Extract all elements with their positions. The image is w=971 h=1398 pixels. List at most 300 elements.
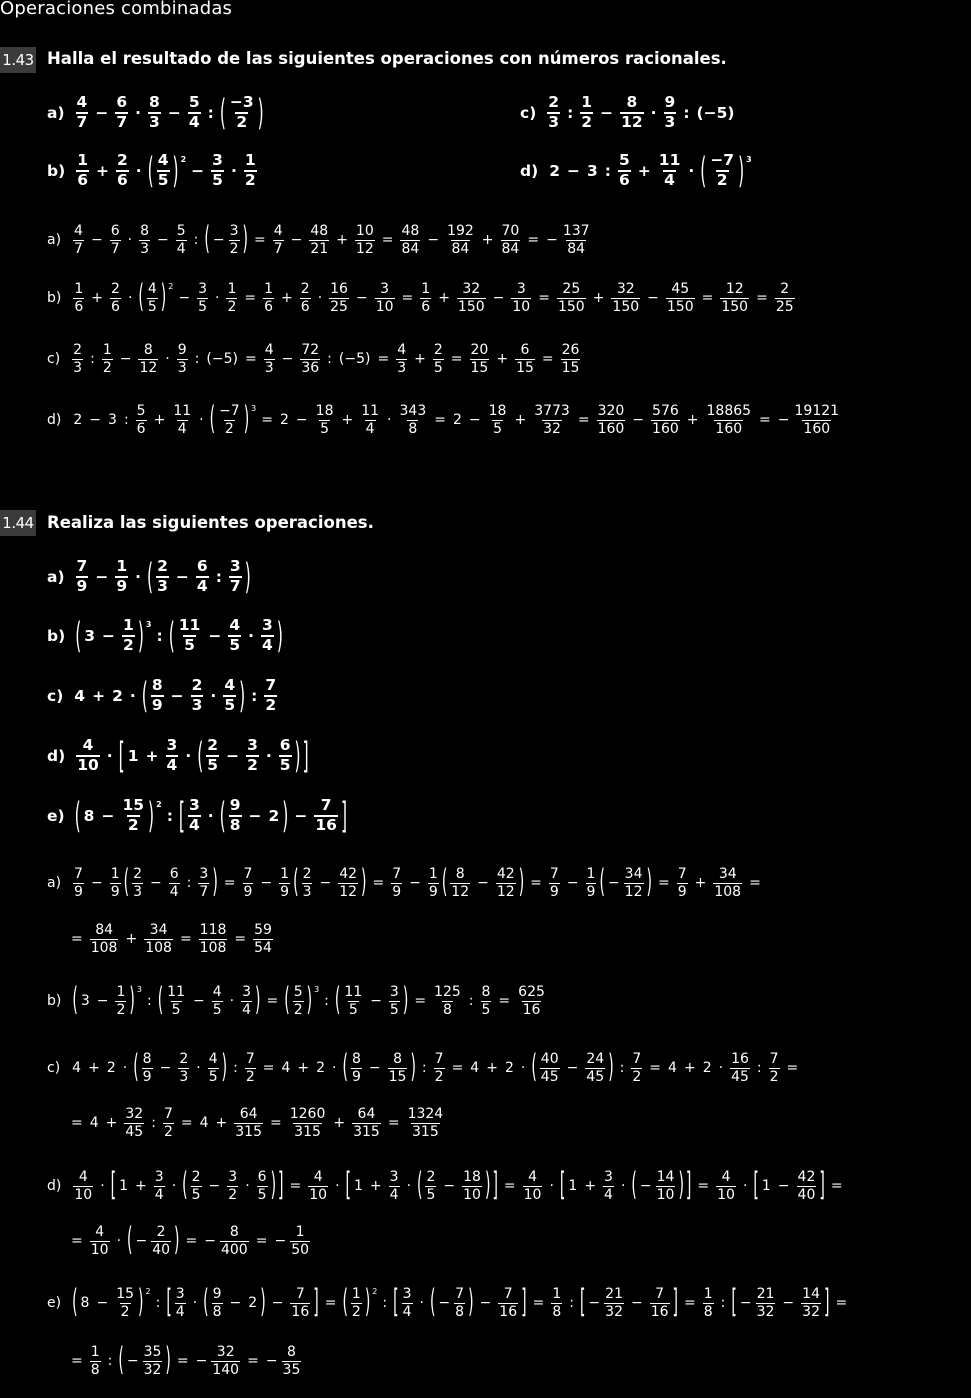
fraction [407, 1106, 445, 1139]
operator: + [481, 232, 494, 248]
fraction [227, 1169, 238, 1202]
numerator: 1 [102, 342, 112, 359]
term: − [265, 1353, 278, 1369]
denominator: 21 [310, 240, 329, 257]
term: − [639, 1178, 652, 1194]
bracket: ) [148, 795, 155, 837]
item-label: c) [47, 351, 61, 367]
solution-1-44-d-line2 [66, 1219, 312, 1263]
term: 4 [470, 1060, 480, 1076]
bracket: ( [197, 735, 204, 777]
denominator: 6 [111, 298, 120, 315]
operator: = [786, 1060, 799, 1076]
fraction [115, 1286, 135, 1319]
numerator: 4 [147, 281, 157, 298]
operator: : [215, 568, 222, 586]
fraction [352, 1106, 381, 1139]
denominator: 32 [802, 1303, 820, 1320]
fraction [651, 403, 680, 436]
item-label: b) [47, 162, 66, 180]
operator: : [251, 687, 258, 705]
denominator: 15 [561, 359, 580, 376]
denominator: 140 [212, 1361, 240, 1378]
operator: = [71, 1233, 83, 1249]
denominator: 8 [408, 420, 418, 437]
numerator: 2 [133, 866, 143, 883]
denominator: 45 [731, 1068, 749, 1085]
item-label: d) [47, 1178, 62, 1194]
numerator: 7 [455, 1286, 465, 1303]
fraction [90, 1344, 101, 1377]
operator: = [541, 351, 554, 367]
numerator: 3 [262, 616, 273, 635]
operator: − [191, 162, 205, 180]
denominator: 10 [309, 1186, 328, 1203]
operator: − [355, 290, 368, 306]
fraction [562, 223, 591, 256]
operator: − [248, 807, 262, 825]
denominator: 7 [199, 883, 209, 900]
numerator: 4 [264, 342, 274, 359]
operator: : [151, 1115, 156, 1131]
bracket: ) [738, 150, 745, 192]
operator: = [176, 1353, 189, 1369]
bracket: ) [294, 735, 301, 777]
operator: + [92, 687, 106, 705]
fraction [496, 866, 516, 899]
numerator: 9 [229, 796, 241, 815]
operator: + [369, 1178, 382, 1194]
numerator: 2 [157, 557, 168, 576]
denominator: 315 [412, 1123, 439, 1140]
fraction [434, 1051, 445, 1084]
denominator: 15 [388, 1068, 407, 1085]
numerator: 15 [116, 1286, 135, 1303]
numerator: 1 [428, 866, 438, 883]
operator: · [122, 1060, 128, 1076]
numerator: 32 [616, 281, 635, 298]
operator: − [119, 351, 132, 367]
denominator: 5 [157, 171, 169, 189]
fraction [666, 281, 695, 314]
numerator: 8 [149, 93, 160, 112]
fraction [229, 223, 240, 256]
operator: · [419, 1295, 424, 1311]
operator: − [600, 104, 614, 122]
fraction [90, 922, 119, 955]
operator: : [186, 875, 192, 891]
numerator: 32 [216, 1344, 235, 1361]
numerator: 18 [315, 403, 334, 420]
numerator: 15 [122, 796, 145, 815]
term: 2 [248, 1295, 258, 1311]
denominator: 9 [280, 883, 290, 900]
denominator: 2 [632, 1068, 642, 1085]
numerator: −3 [229, 93, 254, 112]
bracket: ) [174, 1222, 180, 1260]
fraction [73, 223, 84, 256]
term: 8 [83, 807, 95, 825]
numerator: 1 [110, 866, 120, 883]
denominator: 3 [157, 577, 168, 595]
numerator: 576 [652, 403, 679, 420]
denominator: 5 [224, 696, 236, 714]
operator: = [701, 290, 714, 306]
numerator: 6 [279, 736, 291, 755]
numerator: 2 [302, 866, 312, 883]
denominator: 5 [198, 298, 207, 315]
denominator: 2 [351, 1303, 361, 1320]
operator: : [324, 993, 329, 1009]
operator: · [196, 1060, 201, 1076]
operator: − [192, 993, 205, 1009]
denominator: 8 [703, 1303, 713, 1320]
operator: = [377, 351, 390, 367]
operator: : [193, 232, 199, 248]
operator: : [166, 807, 173, 825]
fraction [709, 152, 735, 190]
solution-1-43-b [47, 276, 797, 320]
fraction [73, 866, 84, 899]
denominator: 10 [717, 1186, 735, 1203]
numerator: 11 [344, 984, 363, 1001]
exponent: 3 [314, 984, 320, 994]
fraction [329, 281, 349, 314]
operator: = [414, 993, 427, 1009]
numerator: 4 [208, 1051, 218, 1068]
operator: = [684, 1295, 696, 1311]
denominator: 5 [171, 1001, 181, 1018]
bracket: ( [599, 864, 605, 902]
fraction [163, 1106, 174, 1139]
fraction [76, 94, 89, 132]
denominator: 10 [523, 1186, 542, 1203]
fraction [261, 617, 274, 655]
denominator: 315 [235, 1123, 262, 1140]
denominator: 2 [244, 171, 256, 189]
operator: · [387, 412, 392, 428]
operator: = [434, 412, 446, 428]
denominator: 8 [90, 1361, 100, 1378]
denominator: 5 [279, 756, 291, 774]
fraction [433, 984, 462, 1017]
numerator: 3 [389, 984, 399, 1001]
fraction [388, 1051, 408, 1084]
denominator: 5 [426, 1186, 436, 1203]
fraction [801, 1286, 821, 1319]
denominator: 4 [188, 816, 200, 834]
numerator: 10 [355, 223, 374, 240]
denominator: 4 [166, 756, 178, 774]
fraction [212, 984, 223, 1017]
exercise-1-44-c [47, 673, 279, 719]
denominator: 2 [123, 636, 134, 654]
fraction [756, 1286, 776, 1319]
fraction [549, 866, 560, 899]
exponent: 2 [180, 154, 187, 164]
bracket: ( [182, 1167, 188, 1205]
solution-1-44-c-line2 [66, 1101, 446, 1145]
fraction [90, 1224, 110, 1257]
bracket: ( [141, 675, 148, 717]
operator: = [179, 931, 192, 947]
numerator: 1 [116, 984, 126, 1001]
fraction [102, 342, 113, 375]
fraction [223, 677, 236, 715]
term: − [274, 1233, 287, 1249]
fraction [228, 617, 241, 655]
operator: : [327, 351, 332, 367]
denominator: 10 [375, 298, 394, 315]
bracket: [ [393, 1284, 399, 1322]
operator: − [95, 104, 109, 122]
numerator: 3 [166, 736, 178, 755]
bracket: ( [700, 150, 707, 192]
numerator: 20 [470, 342, 489, 359]
denominator: 9 [677, 883, 687, 900]
numerator: 5 [618, 151, 630, 170]
numerator: 21 [756, 1286, 775, 1303]
fraction [540, 1051, 560, 1084]
denominator: 6 [618, 171, 630, 189]
bracket: ] [278, 1167, 284, 1205]
bracket: ( [219, 92, 226, 134]
fraction [72, 342, 83, 375]
numerator: 1 [77, 151, 88, 170]
exponent: 2 [372, 1286, 378, 1296]
operator: : [155, 1295, 161, 1311]
bracket: ( [293, 864, 299, 902]
numerator: 6 [196, 557, 208, 576]
numerator: 6 [116, 93, 128, 112]
denominator: 7 [116, 113, 128, 131]
operator: = [255, 1233, 268, 1249]
numerator: 2 [73, 342, 83, 359]
denominator: 10 [90, 1241, 109, 1258]
operator: · [116, 1233, 122, 1249]
denominator: 2 [116, 1001, 126, 1018]
denominator: 45 [125, 1123, 144, 1140]
operator: = [401, 290, 414, 306]
denominator: 5 [229, 636, 241, 654]
operator: = [387, 1115, 400, 1131]
operator: + [333, 1115, 346, 1131]
operator: + [125, 931, 138, 947]
denominator: 6 [300, 298, 310, 315]
bracket: ) [276, 615, 283, 657]
denominator: 3 [302, 883, 312, 900]
operator: − [290, 232, 303, 248]
denominator: 12 [339, 883, 358, 900]
bracket: ( [342, 1049, 348, 1087]
numerator: 32 [462, 281, 481, 298]
exponent: 3 [136, 984, 142, 994]
numerator: 343 [399, 403, 427, 420]
operator: · [650, 104, 657, 122]
operator: + [297, 1060, 310, 1076]
numerator: 8 [626, 93, 638, 112]
fraction [110, 223, 121, 256]
numerator: 4 [528, 1169, 538, 1186]
fraction [290, 1286, 310, 1319]
term: 4 [199, 1115, 209, 1131]
operator: − [90, 875, 103, 891]
term: 2 [268, 807, 280, 825]
numerator: 11 [658, 151, 681, 170]
denominator: 2 [227, 298, 237, 315]
numerator: 7 [392, 866, 402, 883]
fraction [302, 866, 313, 899]
operator: · [129, 687, 136, 705]
operator: = [269, 1115, 282, 1131]
numerator: 4 [78, 1169, 88, 1186]
numerator: 1 [123, 616, 134, 635]
operator: − [90, 232, 103, 248]
numerator: 4 [397, 342, 407, 359]
denominator: 5 [208, 1068, 218, 1085]
fraction [115, 94, 128, 132]
fraction [360, 403, 380, 436]
fraction [263, 281, 274, 314]
denominator: 5 [257, 1186, 267, 1203]
operator: = [657, 875, 670, 891]
fraction [585, 1051, 605, 1084]
operator: − [479, 1295, 492, 1311]
fraction [241, 984, 252, 1017]
denominator: 6 [116, 171, 128, 189]
numerator: 64 [357, 1106, 376, 1123]
numerator: 24 [586, 1051, 605, 1068]
numerator: 4 [721, 1169, 731, 1186]
numerator: 11 [361, 403, 380, 420]
operator: − [632, 412, 645, 428]
operator: : [569, 1295, 574, 1311]
fraction [338, 866, 358, 899]
numerator: 3 [199, 866, 209, 883]
denominator: 2 [163, 1123, 173, 1140]
fraction [650, 1286, 670, 1319]
term: 3 [108, 412, 117, 428]
fraction [218, 403, 241, 436]
bracket: ) [165, 1342, 171, 1380]
fraction [300, 342, 320, 375]
operator: = [503, 1178, 516, 1194]
operator: − [175, 568, 189, 586]
denominator: 16 [499, 1303, 518, 1320]
fraction [76, 152, 89, 190]
operator: · [265, 747, 272, 765]
operator: = [324, 1295, 337, 1311]
operator: − [630, 1295, 643, 1311]
numerator: 3 [175, 1286, 185, 1303]
denominator: 32 [605, 1303, 623, 1320]
fraction [351, 1286, 362, 1319]
operator: + [88, 1060, 100, 1076]
denominator: 12 [621, 113, 643, 131]
numerator: 1 [90, 1344, 100, 1361]
numerator: 8 [455, 866, 465, 883]
operator: = [71, 1353, 83, 1369]
operator: − [167, 104, 181, 122]
fraction [220, 1224, 249, 1257]
fraction [450, 866, 470, 899]
denominator: 3 [397, 359, 407, 376]
problem-number-1-43: 1.43 [0, 47, 36, 73]
denominator: 7 [76, 113, 88, 131]
term: 1 [761, 1178, 771, 1194]
bracket: ) [646, 864, 652, 902]
denominator: 3 [191, 696, 203, 714]
denominator: 12 [139, 359, 158, 376]
operator: · [742, 1178, 748, 1194]
bracket: [ [559, 1167, 566, 1205]
numerator: 40 [540, 1051, 559, 1068]
term: 4 [72, 1060, 82, 1076]
operator: = [247, 1353, 259, 1369]
denominator: 6 [74, 298, 84, 315]
fraction [457, 281, 486, 314]
numerator: 5 [293, 984, 303, 1001]
denominator: 3 [73, 359, 83, 376]
bracket: ) [221, 1049, 228, 1087]
bracket: ] [685, 1167, 692, 1205]
fraction [498, 1286, 518, 1319]
operator: − [468, 412, 481, 428]
numerator: 4 [82, 736, 94, 755]
denominator: 3 [133, 883, 143, 900]
operator: = [71, 1115, 83, 1131]
operator: = [450, 351, 463, 367]
operator: = [749, 875, 761, 891]
operator: = [223, 875, 236, 891]
fraction [279, 866, 290, 899]
numerator: 7 [74, 866, 83, 883]
operator: = [451, 1060, 464, 1076]
operator: · [192, 1295, 198, 1311]
operator: · [248, 627, 255, 645]
denominator: 15 [470, 359, 489, 376]
fraction [402, 1286, 413, 1319]
numerator: 3 [229, 557, 241, 576]
fraction [143, 1344, 163, 1377]
denominator: 45 [586, 1068, 605, 1085]
problem-statement-1-43: Halla el resultado de las siguientes operaciones con números racionales. [47, 49, 727, 68]
numerator: 625 [518, 984, 545, 1001]
fraction [351, 1051, 362, 1084]
denominator: 315 [294, 1123, 321, 1140]
fraction [154, 1169, 165, 1202]
solution-1-44-e-line2 [66, 1338, 303, 1384]
fraction [212, 1286, 223, 1319]
denominator: 2 [245, 1068, 255, 1085]
bracket: ( [147, 556, 154, 598]
denominator: 8 [552, 1303, 562, 1320]
denominator: 2 [716, 171, 728, 189]
denominator: 3 [179, 1068, 189, 1085]
bracket: ( [168, 615, 175, 657]
denominator: 9 [428, 883, 438, 900]
fraction [142, 1051, 153, 1084]
bracket: ( [75, 615, 82, 657]
operator: = [180, 1115, 193, 1131]
operator: + [281, 290, 293, 306]
denominator: 40 [152, 1241, 171, 1258]
fraction [282, 1344, 302, 1377]
fraction [586, 866, 597, 899]
operator: − [260, 875, 273, 891]
denominator: 84 [401, 240, 420, 257]
denominator: 25 [775, 298, 794, 315]
